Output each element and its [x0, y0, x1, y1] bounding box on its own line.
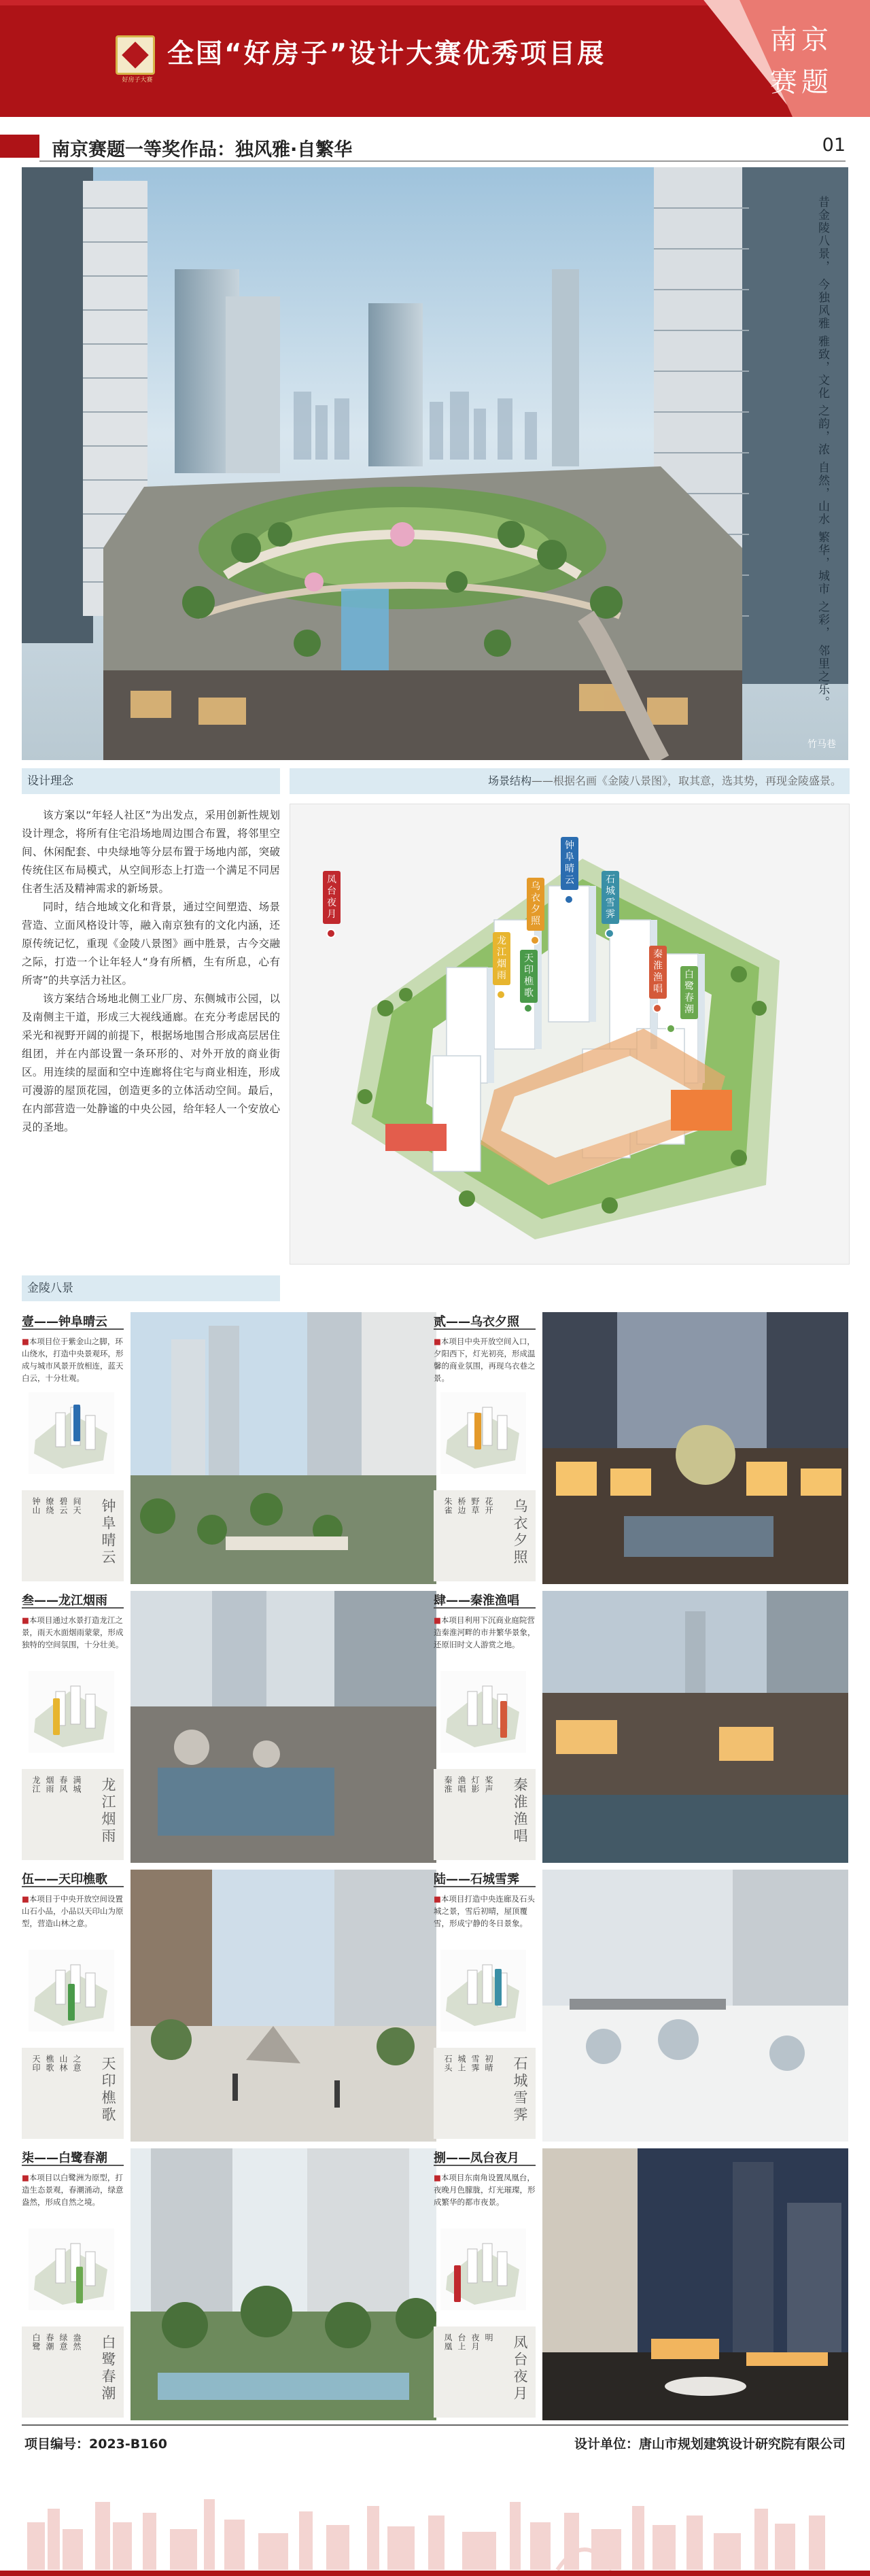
scene-photo-svg — [542, 2148, 848, 2420]
poem-line: 初晴 — [484, 2055, 493, 2072]
poem-line: 花开 — [484, 1497, 493, 1515]
scene-fengtai-yeyue — [434, 2148, 848, 2420]
hero-poem-line: 之韵，浓 — [816, 405, 829, 457]
poem-line: 绿意 — [58, 2333, 68, 2351]
poem-line: 雪霁 — [470, 2055, 480, 2072]
scene-photo-svg — [130, 1591, 436, 1863]
scene-bailu-chunchao — [22, 2148, 436, 2420]
locator-map-svg — [29, 2229, 114, 2310]
structure-title: 场景结构 — [487, 774, 532, 787]
scene-desc-text: 本项目中央开放空间入口，夕阳西下，灯光初亮，形成温馨的商业氛围，再现乌衣巷之景。 — [434, 1337, 536, 1383]
poem-line: 樵歌 — [45, 2055, 54, 2072]
locator-map-svg — [440, 2229, 526, 2310]
poem-line: 朱雀 — [443, 1497, 453, 1515]
scene-poem-card — [434, 2048, 536, 2139]
scene-rendering — [542, 1591, 848, 1863]
poem-line: 桨声 — [484, 1776, 493, 1793]
poem-line: 石头 — [443, 2055, 453, 2072]
poem-line: 白鹭 — [31, 2333, 41, 2351]
design-unit: 设计单位：唐山市规划建筑设计研究院有限公司 — [574, 2437, 846, 2452]
scene-poem-card — [434, 1490, 536, 1581]
poem-line: 间天 — [72, 1497, 82, 1515]
page-number: 01 — [822, 135, 846, 156]
logo-caption: 好房子大赛 — [122, 77, 153, 84]
award-header — [0, 131, 870, 162]
scene-desc: ■本项目中央开放空间入口，夕阳西下，灯光初亮，形成温馨的商业氛围，再现乌衣巷之景。 — [434, 1337, 536, 1383]
scene-rendering — [130, 1591, 436, 1863]
page-title: 全国“好房子”设计大赛优秀项目展 — [167, 39, 606, 69]
poem-line: 春风 — [58, 1776, 68, 1793]
scene-locator-pin — [53, 1698, 60, 1735]
hero-credit: 竹马巷 — [807, 739, 836, 750]
scene-rendering — [542, 1870, 848, 2142]
scene-locator-map — [440, 1950, 526, 2031]
scene-photo-svg — [130, 2148, 436, 2420]
scene-locator-map — [29, 1671, 114, 1753]
hero-rendering — [22, 167, 848, 760]
poem-line: 烟雨 — [45, 1776, 54, 1793]
poem-calligraphy: 天印樵歌 — [100, 2056, 116, 2124]
scene-rendering — [542, 2148, 848, 2420]
plan-tag-shicheng: 石城雪霁 — [602, 871, 619, 924]
hero-poem-line: 繁华，城市 — [816, 531, 829, 596]
scene-desc: ■本项目以白鹭洲为原型，打造生态景观，春潮涌动，绿意盎然，形成自然之境。 — [22, 2173, 124, 2207]
scene-photo-svg — [130, 1312, 436, 1584]
scene-poem-card — [22, 2326, 124, 2418]
poem-line: 灯影 — [470, 1776, 480, 1793]
concept-paragraph: 该方案结合场地北侧工业厂房、东侧城市公园，以及南侧主干道，形成三大视线通廊。在充分考虑居民的采光和视野开阔的前提下，根据场地围合形成高层居住组团，并在内部设置一条环形的、对外开放的商业街区。用连续的屋面和空中连廊将住宅与商业相连，形成可漫游的屋顶花园，创造更多的立体活动空间。最后，在内部营造一处静谧的中央公园，给年轻人一个安放心灵的圣地。 — [22, 993, 280, 1133]
locator-map-svg — [29, 1392, 114, 1474]
scene-rendering — [542, 1312, 848, 1584]
scene-photo-svg — [542, 1870, 848, 2142]
scene-rendering — [130, 1312, 436, 1584]
scene-locator-pin — [73, 1405, 80, 1441]
poem-line: 缭绕 — [45, 1497, 54, 1515]
scene-title: 叁——龙江烟雨 — [22, 1591, 124, 1609]
scene-poem-card — [434, 1769, 536, 1860]
skyline-decoration — [0, 2475, 870, 2576]
poem-line: 秦淮 — [443, 1776, 453, 1793]
scene-photo-svg — [130, 1870, 436, 2142]
plan-tag-tianyin: 天印樵歌 — [520, 950, 538, 1003]
page-header — [0, 0, 870, 117]
scene-longjiang-yanyu — [22, 1591, 436, 1863]
plan-tag-longjiang: 龙江烟雨 — [493, 932, 510, 985]
hero-illustration — [22, 167, 848, 760]
scene-locator-pin — [68, 1984, 75, 2021]
scene-desc-text: 本项目以白鹭洲为原型，打造生态景观，春潮涌动，绿意盎然，形成自然之境。 — [22, 2173, 124, 2207]
page-footer — [0, 2424, 870, 2479]
scene-locator-pin — [76, 2267, 83, 2303]
scene-title: 陆——石城雪霁 — [434, 1870, 536, 1887]
bottom-bar — [0, 2571, 870, 2576]
structure-section-title — [290, 768, 850, 794]
scene-locator-map — [29, 1392, 114, 1474]
scene-desc-text: 本项目东南角设置凤凰台，夜晚月色朦胧，灯光璀璨，形成繁华的都市夜景。 — [434, 2173, 536, 2207]
scene-desc-text: 本项目打造中央连廊及石头城之景，雪后初晴，屋顶覆雪，形成宁静的冬日景象。 — [434, 1894, 535, 1928]
scene-rendering — [130, 2148, 436, 2420]
scene-locator-pin — [474, 1413, 481, 1449]
scene-photo-svg — [542, 1591, 848, 1863]
locator-map-svg — [440, 1392, 526, 1474]
concept-paragraph: 同时，结合地域文化和背景，通过空间塑造、场景营造、立面风格设计等，融入南京独有的文化内涵，还原传统记忆，重现《金陵八景图》画中胜景，古今交融之际，打造一个让年轻人“身有所栖，生有所息，心有所寄”的共享活力社区。 — [22, 901, 280, 986]
region-label: 南京赛题 — [770, 24, 833, 98]
scene-poem-card — [434, 2326, 536, 2418]
plan-tag-wuyi: 乌衣夕照 — [527, 878, 544, 931]
scene-desc-text: 本项目位于紫金山之脚，环山绕水，打造中央景观环，形成与城市风景开放相连，蓝天白云，十分壮观。 — [22, 1337, 124, 1383]
project-id: 项目编号：2023-B160 — [24, 2437, 167, 2452]
poem-line: 盎然 — [72, 2333, 82, 2351]
poem-calligraphy: 钟阜晴云 — [100, 1498, 116, 1566]
plan-tag-zhongfu: 钟阜晴云 — [561, 837, 578, 890]
scene-desc: ■本项目通过水景打造龙江之景，雨天水面烟雨蒙蒙，形成独特的空间氛围，十分壮美。 — [22, 1615, 124, 1649]
scenes-section-title: 金陵八景 — [22, 1275, 280, 1301]
poem-line: 春潮 — [45, 2333, 54, 2351]
poem-line: 龙江 — [31, 1776, 41, 1793]
plan-tag-qinhuai: 秦淮渔唱 — [649, 946, 667, 999]
scene-tianyin-qiaoge — [22, 1870, 436, 2142]
scene-desc-text: 本项目利用下沉商业庭院营造秦淮河畔的市井繁华景象，还原旧时文人游赏之地。 — [434, 1615, 536, 1649]
poem-calligraphy: 白鹭春潮 — [100, 2335, 116, 2403]
hero-poem-line: 自然，山水 — [816, 461, 829, 526]
hero-poem-line: 雅致，文化 — [816, 334, 829, 400]
scene-title: 伍——天印樵歌 — [22, 1870, 124, 1887]
plan-tag-fengtai: 凤台夜月 — [323, 871, 341, 924]
scene-shicheng-xueji — [434, 1870, 848, 2142]
poem-line: 山林 — [58, 2055, 68, 2072]
scene-poem-card — [22, 1490, 124, 1581]
poem-line: 天印 — [31, 2055, 41, 2072]
poem-line: 钟山 — [31, 1497, 41, 1515]
header-divider — [39, 160, 846, 162]
poem-line: 台上 — [457, 2333, 466, 2351]
site-structure-diagram — [290, 804, 850, 1265]
scene-desc: ■本项目位于紫金山之脚，环山绕水，打造中央景观环，形成与城市风景开放相连，蓝天白云，十分壮观。 — [22, 1337, 124, 1383]
scene-wuyi-xizhao — [434, 1312, 848, 1584]
scene-title: 捌——凤台夜月 — [434, 2148, 536, 2166]
locator-map-svg — [440, 1950, 526, 2031]
hero-poem — [813, 196, 832, 709]
scene-desc: ■本项目于中央开放空间设置山石小品，小品以天印山为原型，营造山林之意。 — [22, 1894, 124, 1928]
poem-line: 凤凰 — [443, 2333, 453, 2351]
scene-desc: ■本项目打造中央连廊及石头城之景，雪后初晴，屋顶覆雪，形成宁静的冬日景象。 — [434, 1894, 535, 1928]
scene-photo-svg — [542, 1312, 848, 1584]
scene-title: 柒——白鹭春潮 — [22, 2148, 124, 2166]
poem-calligraphy: 乌衣夕照 — [512, 1498, 528, 1566]
poem-calligraphy: 凤台夜月 — [512, 2335, 528, 2403]
scene-locator-map — [440, 1392, 526, 1474]
award-accent-block — [0, 135, 39, 158]
concept-section-title: 设计理念 — [22, 768, 280, 794]
concept-paragraph: 该方案以“年轻人社区”为出发点，采用创新性规划设计理念，将所有住宅沿场地周边围合布置，将邻里空间、休闲配套、中央绿地等分层布置于场地内部，突破传统住区布局模式，从空间形态上打造一个满足不同居住者生活及精神需求的新场景。 — [22, 809, 280, 895]
award-title: 南京赛题一等奖作品：独风雅·自繁华 — [52, 139, 353, 160]
footer-divider — [22, 2424, 848, 2426]
scene-locator-pin — [495, 1969, 502, 2006]
poem-calligraphy: 龙江烟雨 — [100, 1777, 116, 1845]
poem-line: 野草 — [470, 1497, 480, 1515]
scene-locator-pin — [454, 2265, 461, 2302]
competition-logo — [116, 35, 155, 84]
structure-desc: ——根据名画《金陵八景图》，取其意，选其势，再现金陵盛景。 — [531, 774, 841, 787]
scene-title: 肆——秦淮渔唱 — [434, 1591, 536, 1609]
hero-poem-line: 之彩， — [816, 600, 829, 640]
poem-line: 明 — [484, 2333, 493, 2342]
poem-line: 碧云 — [58, 1497, 68, 1515]
scene-desc-text: 本项目通过水景打造龙江之景，雨天水面烟雨蒙蒙，形成独特的空间氛围，十分壮美。 — [22, 1615, 124, 1649]
scene-title: 贰——乌衣夕照 — [434, 1312, 536, 1330]
poem-line: 之意 — [72, 2055, 82, 2072]
scene-desc-text: 本项目于中央开放空间设置山石小品，小品以天印山为原型，营造山林之意。 — [22, 1894, 124, 1928]
poem-line: 渔唱 — [457, 1776, 466, 1793]
scene-locator-map — [29, 1950, 114, 2031]
scene-locator-map — [29, 2229, 114, 2310]
scene-desc: ■本项目利用下沉商业庭院营造秦淮河畔的市井繁华景象，还原旧时文人游赏之地。 — [434, 1615, 536, 1649]
scene-desc: ■本项目东南角设置凤凰台，夜晚月色朦胧，灯光璀璨，形成繁华的都市夜景。 — [434, 2173, 536, 2207]
poem-line: 桥边 — [457, 1497, 466, 1515]
scene-title: 壹——钟阜晴云 — [22, 1312, 124, 1330]
logo-diamond-icon — [122, 41, 149, 69]
scene-rendering — [130, 1870, 436, 2142]
scene-locator-map — [440, 2229, 526, 2310]
scene-poem-card — [22, 2048, 124, 2139]
plan-tag-bailu: 白鹭春潮 — [680, 966, 698, 1019]
hero-poem-line: 昔金陵八景， — [816, 196, 829, 273]
scene-poem-card — [22, 1769, 124, 1860]
scene-locator-pin — [500, 1701, 507, 1738]
hero-poem-line: 邻里之乐。 — [816, 644, 829, 709]
locator-map-svg — [440, 1671, 526, 1753]
locator-map-svg — [29, 1671, 114, 1753]
poem-line: 夜月 — [470, 2333, 480, 2351]
poem-line: 城上 — [457, 2055, 466, 2072]
scene-qinhuai-yuchang — [434, 1591, 848, 1863]
poem-calligraphy: 石城雪霁 — [512, 2056, 528, 2124]
concept-text — [22, 806, 280, 1137]
poem-calligraphy: 秦淮渔唱 — [512, 1777, 528, 1845]
hero-poem-line: 今独风雅 — [816, 278, 829, 330]
poem-line: 满城 — [72, 1776, 82, 1793]
scene-locator-map — [440, 1671, 526, 1753]
scene-zhongfu-qingyun — [22, 1312, 436, 1584]
